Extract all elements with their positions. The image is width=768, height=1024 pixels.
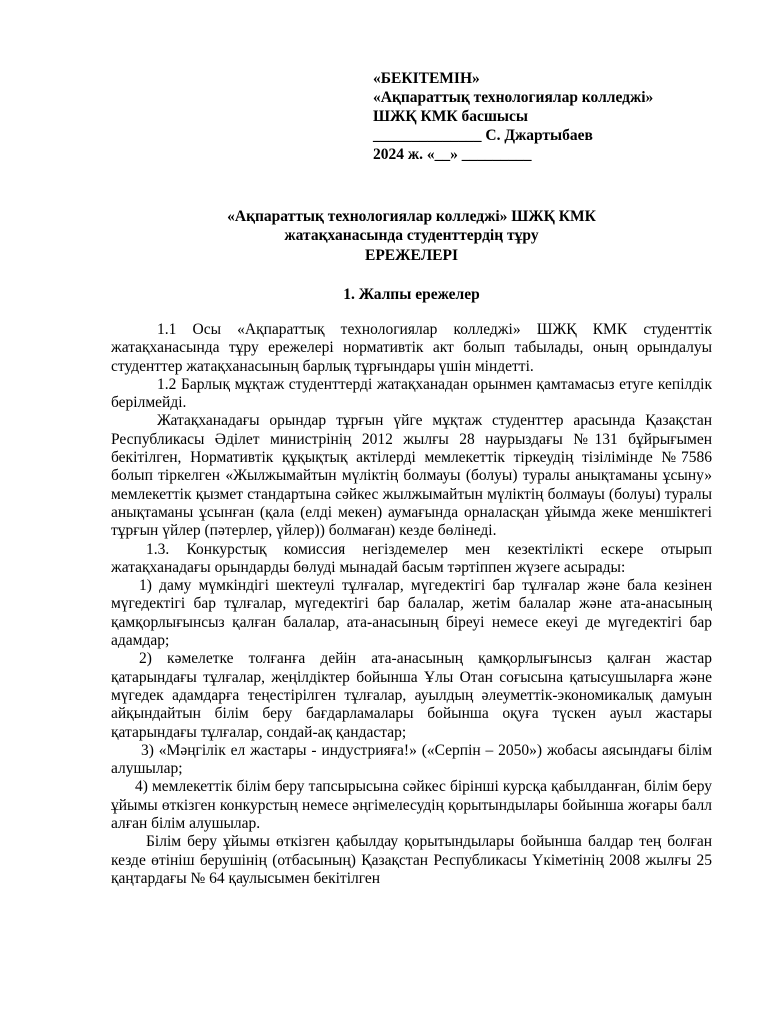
paragraph-1-3: 1.3. Конкурстық комиссия негіздемелер мен кезектілікті ескере отырып жатақханадағы орындарды бөлуді мынадай басым тәртіппен жүзеге асырады: [111, 540, 712, 576]
title-line-1: «Ақпараттық технологиялар колледжі» ШЖҚ КМК [227, 208, 596, 225]
approval-block [373, 69, 653, 164]
document-title [111, 207, 712, 265]
list-item-2: 2) кәмелетке толғанға дейін ата-анасының қамқорлығынсыз қалған жастар қатарындағы тұлғалар, жеңілдіктер бойынша Ұлы Отан соғысына қатысушыларға және мүгедек адамдарға теңестірілген тұлғалар, ауылдың әлеуметтік-экономикалық дамуын айқындайтын білім беру бағдарламалары бойынша оқуға түскен ауыл жастары қатарындағы тұлғалар, сондай-ақ қандастар; [111, 650, 712, 741]
paragraph-tie-break: Білім беру ұйымы өткізген қабылдау қорытындылары бойынша балдар тең болған кезде өтініш берушінің (отбасының) Қазақстан Республикасы Үкіметінің 2008 жылғы 25 қаңтардағы № 64 қаулысымен бекітілген [111, 833, 712, 887]
list-item-1: 1) даму мүмкіндігі шектеулі тұлғалар, мүгедектігі бар тұлғалар және бала кезінен мүгедектігі бар тұлғалар, мүгедектігі бар балалар, жетім балалар және ата-анасының қамқорлығынсыз қалған балалар, ата-анасының біреуі немесе екеуі де мүгедектігі бар адамдар; [111, 577, 712, 650]
approval-heading: «БЕКІТЕМІН» [373, 70, 480, 87]
list-item-4: 4) мемлекеттік білім беру тапсырысына сәйкес бірінші курсқа қабылданған, білім беру ұйымы өткізген конкурстың немесе әңгімелесудің қорытындылары бойынша жоғары балл алған білім алушылар. [111, 778, 712, 833]
paragraph-1-1: 1.1 Осы «Ақпараттық технологиялар колледжі» ШЖҚ КМК студенттік жатақханасында тұру ережелері нормативтік акт болып табылады, оның орындалуы студенттер жатақханасының барлық тұрғындары үшін міндетті. [111, 321, 712, 375]
list-item-3: 3) «Мәңгілік ел жастары - индустрияға!» («Серпін – 2050») жобасы аясындағы білім алушылар; [111, 741, 712, 778]
approval-date-line: 2024 ж. «__» _________ [373, 146, 532, 163]
approval-college: «Ақпараттық технологиялар колледжі» [373, 89, 654, 106]
title-line-3: ЕРЕЖЕЛЕРІ [365, 246, 458, 264]
approval-signature-line: ______________ С. Джартыбаев [373, 127, 593, 144]
paragraph-allocation: Жатақханадағы орындар тұрғын үйге мұқтаж студенттер арасында Қазақстан Республикасы Әділет министрінің 2012 жылғы 28 наурыздағы №131 бұйрығымен бекітілген, Нормативтік құқықтық актілерді мемлекеттік тіркеудің тізілімінде №7586 болып тіркелген «Жылжымайтын мүліктің болмауы (болуы) туралы анықтаманы ұсыну» мемлекеттік қызмет стандартына сәйкес жылжымайтын мүліктің болмауы (болуы) туралы анықтаманы ұсынған (қала (елді мекен) аумағында орналасқан ұйымда жеке меншіктегі тұрғын үйлер (пәтерлер, үйлер)) болмаған) кезде бөлінеді. [111, 412, 712, 540]
document-body [111, 321, 712, 888]
approval-position: ШЖҚ КМК басшысы [373, 108, 528, 125]
paragraph-1-2: 1.2 Барлық мұқтаж студенттерді жатақханадан орынмен қамтамасыз етуге кепілдік берілмейді. [111, 375, 712, 412]
section-heading: 1. Жалпы ережелер [343, 286, 480, 303]
title-line-2: жатақханасында студенттердің тұру [284, 227, 539, 245]
